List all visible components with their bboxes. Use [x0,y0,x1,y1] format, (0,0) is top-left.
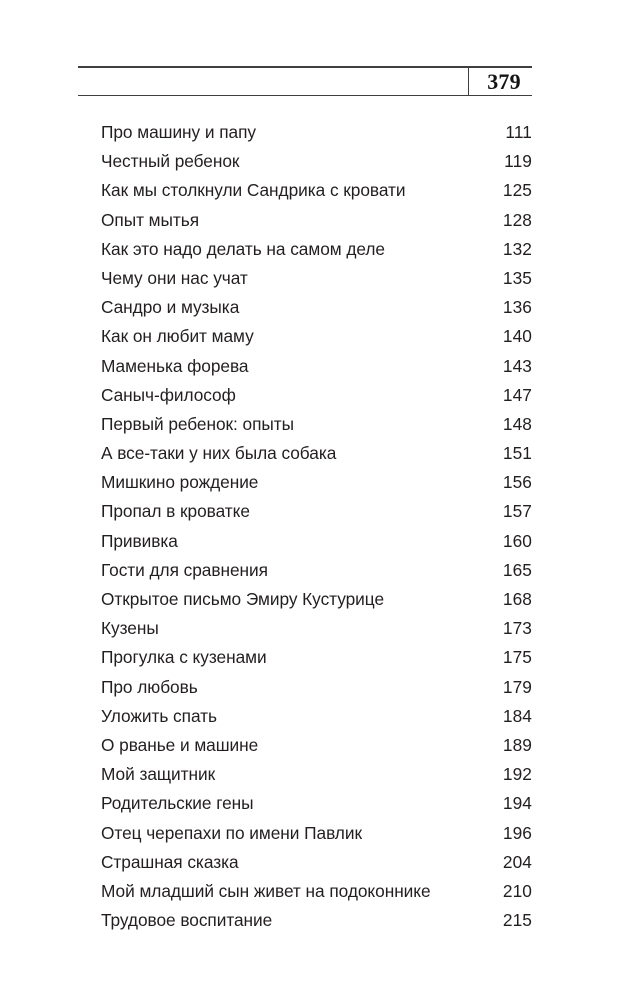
toc-dot-leader [437,896,494,897]
toc-entry-title: Мой младший сын живет на подоконнике [101,880,431,901]
toc-entry[interactable] [101,235,532,264]
toc-dot-leader [242,400,494,401]
toc-entry[interactable] [101,906,532,935]
toc-entry[interactable] [101,877,532,906]
toc-dot-leader [273,662,494,663]
toc-entry-title: Как это надо делать на самом деле [101,238,385,259]
toc-entry-page-number: 204 [502,851,532,872]
toc-entry-title: Гости для сравнения [101,559,268,580]
toc-entry-title: Страшная сказка [101,851,239,872]
toc-entry[interactable] [101,468,532,497]
toc-entry[interactable] [101,848,532,877]
toc-entry[interactable] [101,410,532,439]
toc-entry[interactable] [101,497,532,526]
toc-entry[interactable] [101,731,532,760]
toc-entry-title: Как он любит маму [101,326,254,347]
toc-entry-title: Первый ребенок: опыты [101,413,295,434]
toc-dot-leader [264,750,494,751]
toc-entry-title: Опыт мытья [101,209,200,230]
toc-dot-leader [245,867,494,868]
toc-entry-page-number: 151 [502,443,532,464]
toc-dot-leader [274,575,494,576]
toc-entry-title: Про машину и папу [101,122,257,142]
toc-dot-leader [391,254,494,255]
toc-entry-page-number: 165 [502,559,532,580]
toc-entry[interactable] [101,322,532,351]
toc-entry-title: Уложить спать [101,705,217,726]
toc-entry-title: Прививка [101,530,178,551]
toc-entry-title: Кузены [101,618,159,639]
toc-entry[interactable] [101,381,532,410]
toc-entry-page-number: 184 [502,705,532,726]
toc-entry-page-number: 136 [502,297,532,318]
toc-entry[interactable] [101,527,532,556]
toc-entry-page-number: 179 [502,676,532,697]
toc-dot-leader [165,633,494,634]
toc-dot-leader [256,516,494,517]
toc-dot-leader [184,546,494,547]
toc-dot-leader [300,429,494,430]
toc-entry-page-number: 140 [502,326,532,347]
toc-entry-title: Чему они нас учат [101,267,248,288]
toc-entry-title: Про любовь [101,676,198,697]
toc-entry-page-number: 125 [502,180,532,201]
toc-entry-title: Трудовое воспитание [101,910,273,931]
toc-entry-page-number: 119 [504,151,532,172]
toc-entry[interactable] [101,819,532,848]
toc-dot-leader [204,692,494,693]
toc-entry-page-number: 210 [502,880,532,901]
toc-entry[interactable] [101,585,532,614]
toc-dot-leader [278,925,494,926]
folio-divider [468,68,469,95]
running-head-rule-top [78,66,532,68]
toc-entry-title: Родительские гены [101,793,254,814]
toc-entry-title: Прогулка с кузенами [101,647,267,668]
toc-entry-page-number: 192 [502,764,532,785]
toc-entry-page-number: 168 [502,589,532,609]
toc-entry-title: Отец черепахи по имени Павлик [101,822,362,843]
toc-dot-leader [205,225,494,226]
toc-entry-page-number: 194 [502,793,532,814]
toc-dot-leader [255,371,495,372]
toc-dot-leader [412,195,494,196]
toc-entry[interactable] [101,352,532,381]
toc-entry-title: Сандро и музыка [101,297,240,318]
toc-entry-page-number: 128 [502,209,532,230]
toc-entry-title: А все-таки у них была собака [101,443,337,464]
toc-entry[interactable] [101,760,532,789]
toc-entry[interactable] [101,789,532,818]
toc-entry-page-number: 156 [502,472,532,493]
toc-entry-title: Пропал в кроватке [101,501,250,522]
toc-dot-leader [264,487,494,488]
toc-entry[interactable] [101,702,532,731]
toc-entry-page-number: 135 [502,267,532,288]
toc-entry-title: Маменька форева [101,355,249,376]
toc-entry[interactable] [101,118,532,147]
toc-dot-leader [260,808,495,809]
toc-entry-page-number: 148 [502,413,532,434]
toc-dot-leader [390,604,494,605]
toc-entry-page-number: 175 [502,647,532,668]
toc-entry-title: Мишкино рождение [101,472,259,493]
toc-entry-title: О рванье и машине [101,734,259,755]
running-head-rule-bottom [78,95,532,96]
toc-entry-page-number: 132 [502,238,532,259]
toc-entry-title: Как мы столкнули Сандрика с кровати [101,180,406,201]
toc-entry[interactable] [101,643,532,672]
toc-entry[interactable] [101,264,532,293]
running-head [78,66,532,98]
toc-entry[interactable] [101,293,532,322]
toc-dot-leader [368,838,494,839]
toc-entry[interactable] [101,673,532,702]
toc-entry-page-number: 111 [505,122,532,142]
toc-entry-page-number: 189 [502,734,532,755]
toc-entry-page-number: 196 [502,822,532,843]
toc-dot-leader [254,283,494,284]
toc-entry-title: Саныч-философ [101,384,236,405]
toc-entry-page-number: 143 [502,355,532,376]
toc-dot-leader [223,721,494,722]
toc-entry-page-number: 157 [502,501,532,522]
toc-dot-leader [262,137,494,138]
toc-entry[interactable] [101,556,532,585]
toc-entry[interactable] [101,439,532,468]
toc-entry[interactable] [101,176,532,205]
table-of-contents [101,118,532,935]
toc-entry-page-number: 173 [502,618,532,639]
toc-dot-leader [342,458,494,459]
toc-entry-page-number: 215 [502,910,532,931]
toc-entry-title: Мой защитник [101,764,216,785]
toc-entry-title: Честный ребенок [101,151,240,172]
toc-entry[interactable] [101,147,532,176]
toc-entry-title: Открытое письмо Эмиру Кустурице [101,589,384,609]
toc-entry-page-number: 160 [502,530,532,551]
toc-entry[interactable] [101,614,532,643]
toc-dot-leader [221,779,494,780]
toc-dot-leader [260,341,494,342]
toc-entry-page-number: 147 [502,384,532,405]
toc-dot-leader [245,166,494,167]
toc-entry[interactable] [101,206,532,235]
toc-dot-leader [245,312,494,313]
page-number: 379 [487,69,521,94]
